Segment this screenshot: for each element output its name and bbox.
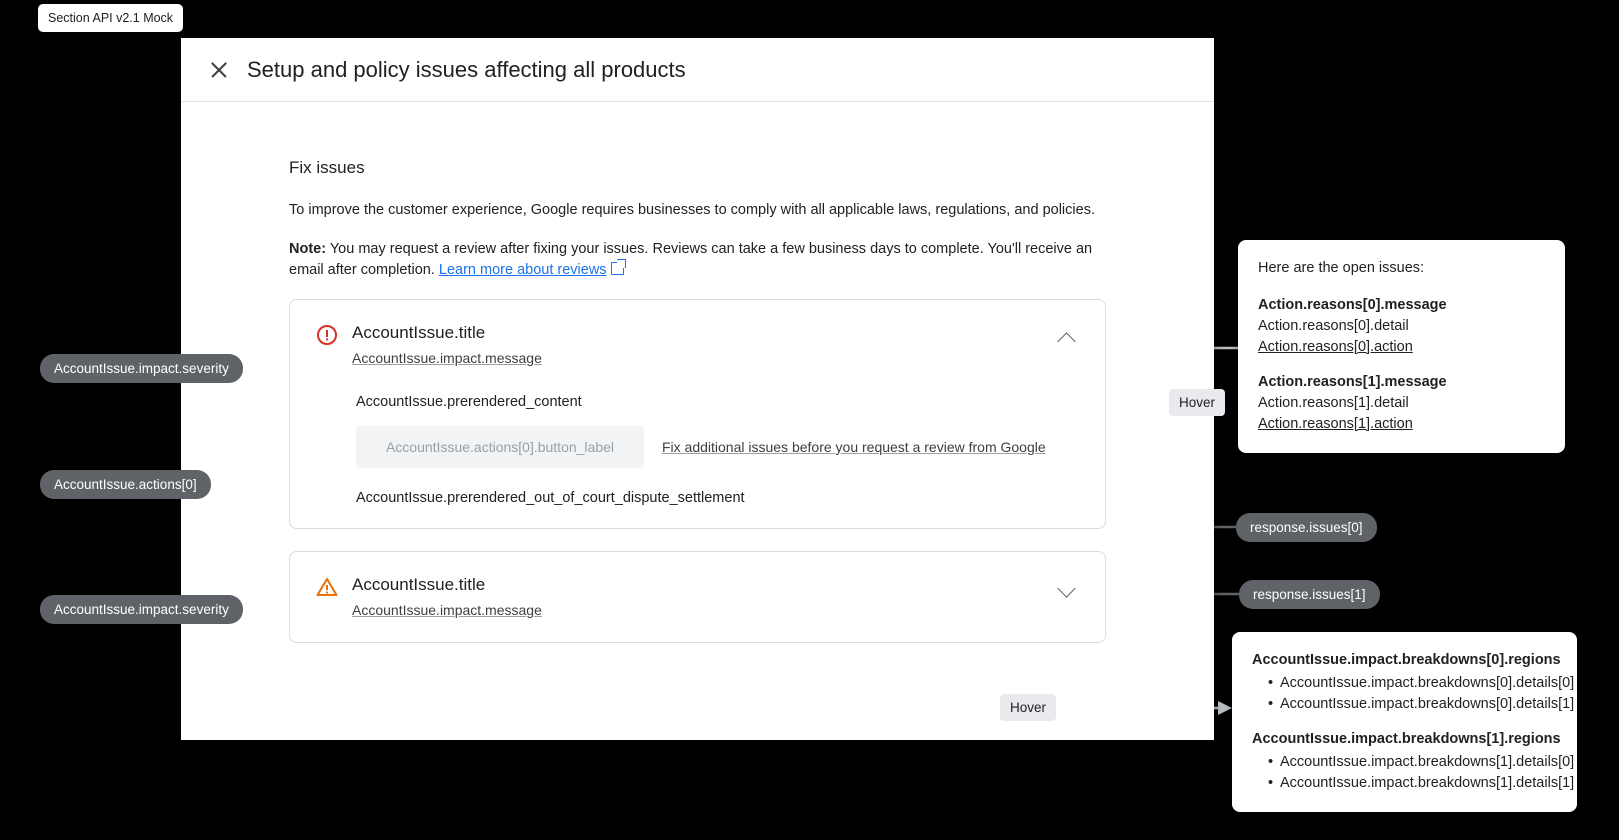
issue-title-0: AccountIssue.title [352,323,486,342]
breakdown-0-details [1252,673,1575,715]
issue-action-row-0 [356,426,1079,468]
breakdown-1-detail-0: • AccountIssue.impact.breakdowns[1].details[0] [1268,752,1557,773]
popup-impact-breakdowns [1232,632,1577,812]
issue-impact-message-1[interactable]: AccountIssue.impact.message [352,602,542,618]
issue-out-of-court-0: AccountIssue.prerendered_out_of_court_dispute_settlement [356,490,745,506]
breakdown-1-regions: AccountIssue.impact.breakdowns[1].regions [1252,731,1561,747]
external-link-icon [611,262,624,275]
issue-prerendered-content-0: AccountIssue.prerendered_content [356,394,582,410]
popup-reasons-lead: Here are the open issues: [1258,260,1425,276]
issue-action-note-0[interactable]: Fix additional issues before you request a review from Google [662,439,1046,455]
learn-more-link[interactable]: Learn more about reviews [438,262,607,278]
callout-response-issue-1: response.issues[1] [1239,580,1380,609]
callout-actions-0: AccountIssue.actions[0] [40,470,211,499]
breakdown-0-detail-0: • AccountIssue.impact.breakdowns[0].details[0] [1268,673,1557,694]
issue-card-1 [289,551,1106,643]
note-label: Note: [289,241,327,257]
popup-breakdown-group-1 [1252,729,1575,794]
breakdown-1-detail-1: • AccountIssue.impact.breakdowns[1].details[1] [1268,773,1557,794]
issue-action-button-0[interactable]: AccountIssue.actions[0].button_label [356,426,644,468]
warning-triangle-icon [316,576,338,603]
callout-severity-0: AccountIssue.impact.severity [40,354,243,383]
dialog-body [181,102,1214,643]
intro-text: To improve the customer experience, Google requires businesses to comply with all applicable laws, regulations, and policies. [289,202,1095,218]
note-text [289,239,1106,281]
page-title: Setup and policy issues affecting all products [247,56,686,82]
chevron-down-icon[interactable] [1055,578,1079,602]
reason-1-detail: Action.reasons[1].detail [1258,395,1409,411]
popup-reason-group-1 [1258,372,1545,435]
breakdown-0-regions: AccountIssue.impact.breakdowns[0].regions [1252,652,1561,668]
callout-severity-1: AccountIssue.impact.severity [40,595,243,624]
reason-0-detail: Action.reasons[0].detail [1258,318,1409,334]
reason-1-action[interactable]: Action.reasons[1].action [1258,416,1413,432]
dialog-header [181,38,1214,102]
issue-impact-message-0[interactable]: AccountIssue.impact.message [352,350,542,366]
note-body: You may request a review after fixing your issues. Reviews can take a few business days to complete. You'll receive an email after completion. [289,241,1093,278]
chevron-up-icon[interactable] [1055,326,1079,350]
section-title: Fix issues [289,158,365,177]
reason-0-message: Action.reasons[0].message [1258,297,1447,313]
issue-title-1: AccountIssue.title [352,575,486,594]
reason-1-message: Action.reasons[1].message [1258,374,1447,390]
breakdown-0-detail-1: • AccountIssue.impact.breakdowns[0].details[1] [1268,694,1557,715]
issues-dialog [181,38,1214,740]
hover-badge-bottom: Hover [1000,694,1056,721]
mock-version-badge: Section API v2.1 Mock [38,4,183,32]
popup-reason-group-0 [1258,295,1545,358]
issue-header-1 [316,574,1079,620]
hover-badge-top: Hover [1169,389,1225,416]
issue-card-0 [289,299,1106,529]
popup-breakdown-group-0 [1252,650,1575,715]
popup-action-reasons [1238,240,1565,453]
reason-0-action[interactable]: Action.reasons[0].action [1258,339,1413,355]
breakdown-1-details [1252,752,1575,794]
error-circle-icon [316,324,338,351]
issue-header-0 [316,322,1079,368]
callout-response-issue-0: response.issues[0] [1236,513,1377,542]
close-icon[interactable] [205,56,233,84]
